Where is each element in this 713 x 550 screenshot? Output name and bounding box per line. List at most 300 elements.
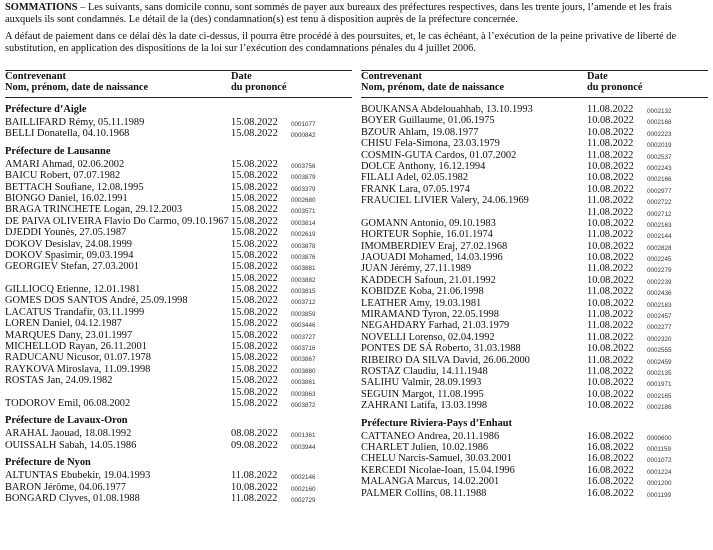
judgment-dates <box>587 241 708 252</box>
judgment-dates <box>231 193 352 204</box>
judgment-date: 16.08.2022 <box>587 453 634 465</box>
list-item <box>361 465 708 476</box>
judgment-line <box>587 172 708 183</box>
judgment-line <box>231 182 352 193</box>
case-number: 0003756 <box>291 162 316 170</box>
judgment-dates <box>587 229 708 240</box>
judgment-line <box>231 227 352 238</box>
list-item <box>361 184 708 195</box>
judgment-date: 08.08.2022 <box>231 428 278 440</box>
judgment-dates <box>231 493 352 504</box>
case-number: 0003867 <box>291 356 316 364</box>
list-item <box>5 307 352 318</box>
list-item <box>5 295 352 306</box>
judgment-line <box>587 115 708 126</box>
judgment-line <box>231 128 352 139</box>
contravener-name: BZOUR Ahlam, 19.08.1977 <box>361 126 479 138</box>
judgment-date: 10.08.2022 <box>587 377 634 389</box>
judgment-date: 15.08.2022 <box>231 215 278 227</box>
contravener-name: COSMIN-GUTA Cardos, 01.07.2002 <box>361 149 517 161</box>
case-number: 0001224 <box>647 468 672 476</box>
judgment-dates <box>587 161 708 172</box>
contravener-name: RIBEIRO DA SILVA David, 26.06.2000 <box>361 354 530 366</box>
case-number: 0003872 <box>291 401 316 409</box>
list-item <box>361 377 708 388</box>
judgment-dates <box>231 295 352 306</box>
judgment-line <box>231 250 352 261</box>
list-item <box>5 375 352 398</box>
judgment-date: 16.08.2022 <box>587 430 634 442</box>
contravener-name: FRANK Lara, 07.05.1974 <box>361 183 470 195</box>
judgment-dates <box>587 218 708 229</box>
judgment-line <box>231 295 352 306</box>
judgment-date: 15.08.2022 <box>231 158 278 170</box>
section-title: Préfecture d’Aigle <box>5 104 87 115</box>
list-item <box>361 389 708 400</box>
contravener-name: GOMANN Antonio, 09.10.1983 <box>361 217 496 229</box>
contravener-name: BOYER Guillaume, 01.06.1975 <box>361 115 495 127</box>
list-item <box>361 453 708 464</box>
case-number: 0003876 <box>291 253 316 261</box>
judgment-date: 15.08.2022 <box>231 352 278 364</box>
judgment-dates <box>587 195 708 218</box>
case-number: 0003861 <box>291 379 316 387</box>
case-number: 0002459 <box>647 358 672 366</box>
judgment-date: 15.08.2022 <box>231 272 278 284</box>
judgment-line <box>231 398 352 409</box>
header-date: Date du prononcé <box>587 71 643 93</box>
judgment-dates <box>587 150 708 161</box>
judgment-line <box>231 375 352 386</box>
judgment-line <box>231 273 352 284</box>
header-date: Date du prononcé <box>231 71 287 93</box>
contravener-name: FILALI Adel, 02.05.1982 <box>361 172 469 184</box>
judgment-line <box>231 352 352 363</box>
list-item <box>5 216 352 227</box>
left-body <box>5 104 352 504</box>
judgment-line <box>587 150 708 161</box>
judgment-line <box>231 284 352 295</box>
case-number: 0001361 <box>291 432 316 440</box>
judgment-line <box>587 161 708 172</box>
contravener-name: NOVELLI Lorenso, 02.04.1992 <box>361 331 495 343</box>
judgment-line <box>231 330 352 341</box>
list-item <box>361 252 708 263</box>
judgment-line <box>587 453 708 464</box>
judgment-dates <box>231 204 352 215</box>
judgment-date: 15.08.2022 <box>231 192 278 204</box>
judgment-date: 11.08.2022 <box>587 195 634 207</box>
contravener-name: DOLCE Anthony, 16.12.1994 <box>361 160 486 172</box>
list-item <box>361 218 708 229</box>
judgment-date: 16.08.2022 <box>587 441 634 453</box>
list-item <box>5 440 352 451</box>
list-item <box>5 239 352 250</box>
judgment-date: 10.08.2022 <box>587 115 634 127</box>
judgment-date: 10.08.2022 <box>587 274 634 286</box>
judgment-dates <box>231 428 352 439</box>
judgment-line <box>587 465 708 476</box>
judgment-line <box>587 229 708 240</box>
judgment-date: 15.08.2022 <box>231 117 278 128</box>
section-title: Préfecture de Lausanne <box>5 145 111 157</box>
judgment-date: 10.08.2022 <box>587 160 634 172</box>
judgment-dates <box>231 307 352 318</box>
judgment-line <box>587 252 708 263</box>
case-number: 0001199 <box>647 491 672 499</box>
judgment-line <box>587 431 708 442</box>
judgment-line <box>587 138 708 149</box>
judgment-dates <box>231 117 352 128</box>
judgment-date: 11.08.2022 <box>587 320 634 332</box>
list-item <box>5 364 352 375</box>
judgment-dates <box>587 172 708 183</box>
case-number: 0002245 <box>647 256 672 264</box>
judgment-line <box>587 241 708 252</box>
case-number: 0002135 <box>647 369 672 377</box>
case-number: 0003863 <box>291 390 316 398</box>
judgment-line <box>587 275 708 286</box>
case-number: 0002828 <box>647 244 672 252</box>
list-item <box>5 352 352 363</box>
contravener-name: MALANGA Marcus, 14.02.2001 <box>361 476 500 488</box>
case-number: 0001971 <box>647 381 672 389</box>
judgment-line <box>587 298 708 309</box>
judgment-dates <box>587 252 708 263</box>
judgment-dates <box>231 375 352 398</box>
judgment-date: 15.08.2022 <box>231 284 278 296</box>
case-number: 0002457 <box>647 313 672 321</box>
list-item <box>361 343 708 354</box>
judgment-dates <box>231 330 352 341</box>
list-item <box>361 355 708 366</box>
header-rule <box>361 97 708 98</box>
list-item <box>361 229 708 240</box>
case-number: 0003859 <box>291 310 316 318</box>
right-body <box>361 104 708 499</box>
case-number: 0002320 <box>647 335 672 343</box>
case-number: 0003944 <box>291 443 316 451</box>
judgment-dates <box>231 364 352 375</box>
header-rule <box>5 97 352 98</box>
list-item <box>5 261 352 284</box>
contravener-name: TODOROV Emil, 06.08.2002 <box>5 397 131 409</box>
judgment-date: 15.08.2022 <box>231 204 278 216</box>
case-number: 0002146 <box>291 474 316 482</box>
contravener-name: BOUKANSA Abdelouahhab, 13.10.1993 <box>361 104 533 115</box>
case-number: 0003882 <box>291 276 316 284</box>
case-number: 0002712 <box>647 210 672 218</box>
judgment-dates <box>587 377 708 388</box>
judgment-dates <box>231 318 352 329</box>
list-item <box>5 428 352 439</box>
case-number: 0002729 <box>291 496 316 504</box>
contravener-name: DJEDDI Younès, 27.05.1987 <box>5 227 127 239</box>
judgment-line <box>587 320 708 331</box>
judgment-dates <box>231 352 352 363</box>
case-number: 0000842 <box>291 132 316 140</box>
judgment-dates <box>231 159 352 170</box>
contravener-name: LACATUS Trandafir, 03.11.1999 <box>5 306 145 318</box>
judgment-line <box>587 263 708 274</box>
judgment-date: 15.08.2022 <box>231 238 278 250</box>
case-number: 0003446 <box>291 322 316 330</box>
contravener-name: DE PAIVA OLIVEIRA Flavio Do Carmo, 09.10.1967 <box>5 215 229 227</box>
contravener-name: HORTEUR Sophie, 16.01.1974 <box>361 229 493 241</box>
list-item <box>5 227 352 238</box>
contravener-name: JUAN Jérémy, 27.11.1989 <box>361 263 472 275</box>
case-number: 0002019 <box>647 142 672 150</box>
judgment-date: 11.08.2022 <box>587 138 634 150</box>
judgment-line <box>587 104 708 115</box>
list-item <box>5 193 352 204</box>
case-number: 0002277 <box>647 324 672 332</box>
contravener-name: NEGAHDARY Farhad, 21.03.1979 <box>361 320 510 332</box>
judgment-date: 11.08.2022 <box>587 309 634 321</box>
judgment-dates <box>587 298 708 309</box>
judgment-dates <box>231 341 352 352</box>
judgment-date: 10.08.2022 <box>587 183 634 195</box>
header-name: Contrevenant Nom, prénom, date de naissance <box>361 71 505 93</box>
judgment-dates <box>231 470 352 481</box>
judgment-dates <box>587 355 708 366</box>
list-item <box>5 170 352 181</box>
contravener-name: LOREN Daniel, 04.12.1987 <box>5 318 122 330</box>
contravener-name: LEATHER Amy, 19.03.1981 <box>361 297 482 309</box>
left-column <box>5 70 352 504</box>
judgment-dates <box>231 239 352 250</box>
section-title: Préfecture Riviera-Pays d’Enhaut <box>361 417 513 429</box>
judgment-date: 15.08.2022 <box>231 227 278 239</box>
prefecture-section <box>5 104 352 140</box>
judgment-dates <box>587 104 708 115</box>
case-number: 0003814 <box>291 219 316 227</box>
judgment-dates <box>587 488 708 499</box>
judgment-line <box>231 193 352 204</box>
judgment-date: 11.08.2022 <box>231 470 278 482</box>
judgment-date: 11.08.2022 <box>587 365 634 377</box>
case-number: 0002223 <box>647 130 672 138</box>
case-number: 0003571 <box>291 208 316 216</box>
contravener-name: GILLIOCQ Etienne, 12.01.1981 <box>5 284 141 296</box>
judgment-dates <box>587 115 708 126</box>
judgment-date: 15.08.2022 <box>231 318 278 330</box>
case-number: 0002160 <box>291 485 316 493</box>
list-item <box>5 250 352 261</box>
judgment-date: 10.08.2022 <box>231 481 278 493</box>
table-header <box>5 71 352 94</box>
judgment-date: 11.08.2022 <box>587 286 634 298</box>
judgment-line <box>587 184 708 195</box>
case-number: 0001077 <box>291 121 316 128</box>
judgment-date: 15.08.2022 <box>231 261 278 273</box>
case-number: 0002537 <box>647 153 672 161</box>
list-item <box>361 150 708 161</box>
list-item <box>361 476 708 487</box>
judgment-line <box>231 318 352 329</box>
list-item <box>361 195 708 218</box>
prefecture-section <box>361 418 708 499</box>
case-number: 0002555 <box>647 347 672 355</box>
judgment-dates <box>231 250 352 261</box>
contravener-name: ZAHRANI Latifa, 13.03.1998 <box>361 400 488 412</box>
judgment-line <box>587 400 708 411</box>
judgment-date: 10.08.2022 <box>587 388 634 400</box>
judgment-dates <box>587 309 708 320</box>
judgment-line <box>231 364 352 375</box>
section-title: Préfecture de Nyon <box>5 457 91 469</box>
intro-text-1: – Les suivants, sans domicile connu, sont sommés de payer aux bureaux des préfectures respectives, dans les trente jours, l’amende et les frais auxquels ils sont condamnés. Le détail de la (des) condamnation(s) est tenu à disposition auprès de la préfecture concernée. <box>5 2 672 26</box>
list-item <box>5 284 352 295</box>
case-number: 0001200 <box>647 480 672 488</box>
list-item <box>361 127 708 138</box>
judgment-dates <box>587 366 708 377</box>
case-number: 0002243 <box>647 164 672 172</box>
judgment-date: 11.08.2022 <box>587 354 634 366</box>
case-number: 0002619 <box>291 231 316 239</box>
judgment-date: 10.08.2022 <box>587 126 634 138</box>
judgment-date: 15.08.2022 <box>231 375 278 387</box>
list-item <box>361 400 708 411</box>
list-item <box>361 275 708 286</box>
judgment-dates <box>231 284 352 295</box>
contravener-name: ALTUNTAS Ebubekir, 19.04.1993 <box>5 470 151 482</box>
contravener-name: PONTES DE SÁ Roberto, 31.03.1988 <box>361 343 521 355</box>
contravener-name: CHARLET Julien, 10.02.1986 <box>361 441 489 453</box>
list-item <box>361 104 708 115</box>
case-number: 0002722 <box>647 199 672 207</box>
judgment-line <box>231 216 352 227</box>
judgment-line <box>231 428 352 439</box>
contravener-name: MIRAMAND Tyron, 22.05.1998 <box>361 309 499 321</box>
case-number: 0002144 <box>647 233 672 241</box>
list-item <box>5 182 352 193</box>
prefecture-section <box>5 415 352 451</box>
judgment-date: 11.08.2022 <box>587 104 634 115</box>
contravener-name: KADDECH Safoun, 21.01.1992 <box>361 274 496 286</box>
contravener-name: CATTANEO Andrea, 20.11.1986 <box>361 430 500 442</box>
judgment-date: 15.08.2022 <box>231 170 278 182</box>
case-number: 0003727 <box>291 333 316 341</box>
list-item <box>5 204 352 215</box>
judgment-dates <box>587 389 708 400</box>
judgment-line <box>231 307 352 318</box>
judgment-dates <box>587 263 708 274</box>
case-number: 0003712 <box>291 299 316 307</box>
list-item <box>361 263 708 274</box>
contravener-name: DOKOV Spasimir, 09.03.1994 <box>5 249 134 261</box>
judgment-dates <box>587 184 708 195</box>
contravener-name: KERCEDI Nicolae-Ioan, 15.04.1996 <box>361 464 515 476</box>
list-item <box>361 366 708 377</box>
case-number: 0002977 <box>647 187 672 195</box>
judgment-dates <box>587 343 708 354</box>
list-item <box>5 341 352 352</box>
case-number: 0001159 <box>647 445 672 453</box>
judgment-date: 11.08.2022 <box>587 229 634 241</box>
prefecture-section <box>5 146 352 410</box>
judgment-line <box>587 218 708 229</box>
case-number: 0000600 <box>647 434 672 442</box>
contravener-name: BELLI Donatella, 04.10.1968 <box>5 128 130 140</box>
judgment-date: 15.08.2022 <box>231 249 278 261</box>
contravener-name: MARQUES Dany, 23.01.1997 <box>5 329 133 341</box>
notice-intro <box>5 2 708 60</box>
contravener-name: BRAGA TRINCHETE Logan, 29.12.2003 <box>5 204 183 216</box>
case-number: 0003878 <box>291 242 316 250</box>
contravener-name: GOMES DOS SANTOS André, 25.09.1998 <box>5 295 188 307</box>
contravener-name: FRAUCIEL LIVIER Valery, 24.06.1969 <box>361 195 529 207</box>
list-item <box>5 318 352 329</box>
judgment-line <box>587 366 708 377</box>
case-number: 0002168 <box>647 119 672 127</box>
judgment-line <box>587 442 708 453</box>
list-item <box>361 241 708 252</box>
judgment-date: 15.08.2022 <box>231 295 278 307</box>
judgment-dates <box>587 275 708 286</box>
judgment-line <box>587 332 708 343</box>
case-number: 0002436 <box>647 290 672 298</box>
contravener-name: GEORGIEV Stefan, 27.03.2001 <box>5 261 140 273</box>
judgment-dates <box>587 320 708 331</box>
list-item <box>5 482 352 493</box>
list-item <box>361 138 708 149</box>
contravener-name: CHELU Narcis-Samuel, 30.03.2001 <box>361 453 512 465</box>
contravener-name: OUISSALH Sabah, 14.05.1986 <box>5 439 137 451</box>
judgment-line <box>587 355 708 366</box>
judgment-line <box>231 159 352 170</box>
contravener-name: ARAHAL Jaouad, 18.08.1992 <box>5 428 132 440</box>
judgment-line <box>231 117 352 128</box>
judgment-dates <box>587 332 708 343</box>
judgment-date: 10.08.2022 <box>587 252 634 264</box>
judgment-date: 15.08.2022 <box>231 306 278 318</box>
list-item <box>361 286 708 297</box>
judgment-date: 11.08.2022 <box>587 206 634 218</box>
right-column <box>361 70 708 499</box>
judgment-date: 09.08.2022 <box>231 439 278 451</box>
judgment-date: 16.08.2022 <box>587 476 634 488</box>
judgment-date: 10.08.2022 <box>587 172 634 184</box>
judgment-date: 10.08.2022 <box>587 297 634 309</box>
section-title: Préfecture de Lavaux-Oron <box>5 415 128 427</box>
judgment-dates <box>587 442 708 453</box>
judgment-dates <box>587 127 708 138</box>
judgment-line <box>587 127 708 138</box>
case-number: 0002186 <box>647 404 672 412</box>
list-item <box>361 172 708 183</box>
case-number: 0003379 <box>291 185 316 193</box>
judgment-date: 10.08.2022 <box>587 343 634 355</box>
list-item <box>361 115 708 126</box>
contravener-name: PALMER Collins, 08.11.1988 <box>361 487 487 499</box>
contravener-name: RADUCANU Nicusor, 01.07.1978 <box>5 352 151 364</box>
case-number: 0003881 <box>291 265 316 273</box>
list-item <box>5 470 352 481</box>
judgment-date: 11.08.2022 <box>587 263 634 275</box>
judgment-line <box>231 261 352 272</box>
list-item <box>361 161 708 172</box>
list-item <box>361 309 708 320</box>
judgment-dates <box>587 465 708 476</box>
judgment-date: 15.08.2022 <box>231 341 278 353</box>
list-item <box>5 117 352 128</box>
list-item <box>5 159 352 170</box>
case-number: 0003879 <box>291 174 316 182</box>
judgment-dates <box>587 431 708 442</box>
judgment-line <box>231 440 352 451</box>
judgment-dates <box>231 170 352 181</box>
